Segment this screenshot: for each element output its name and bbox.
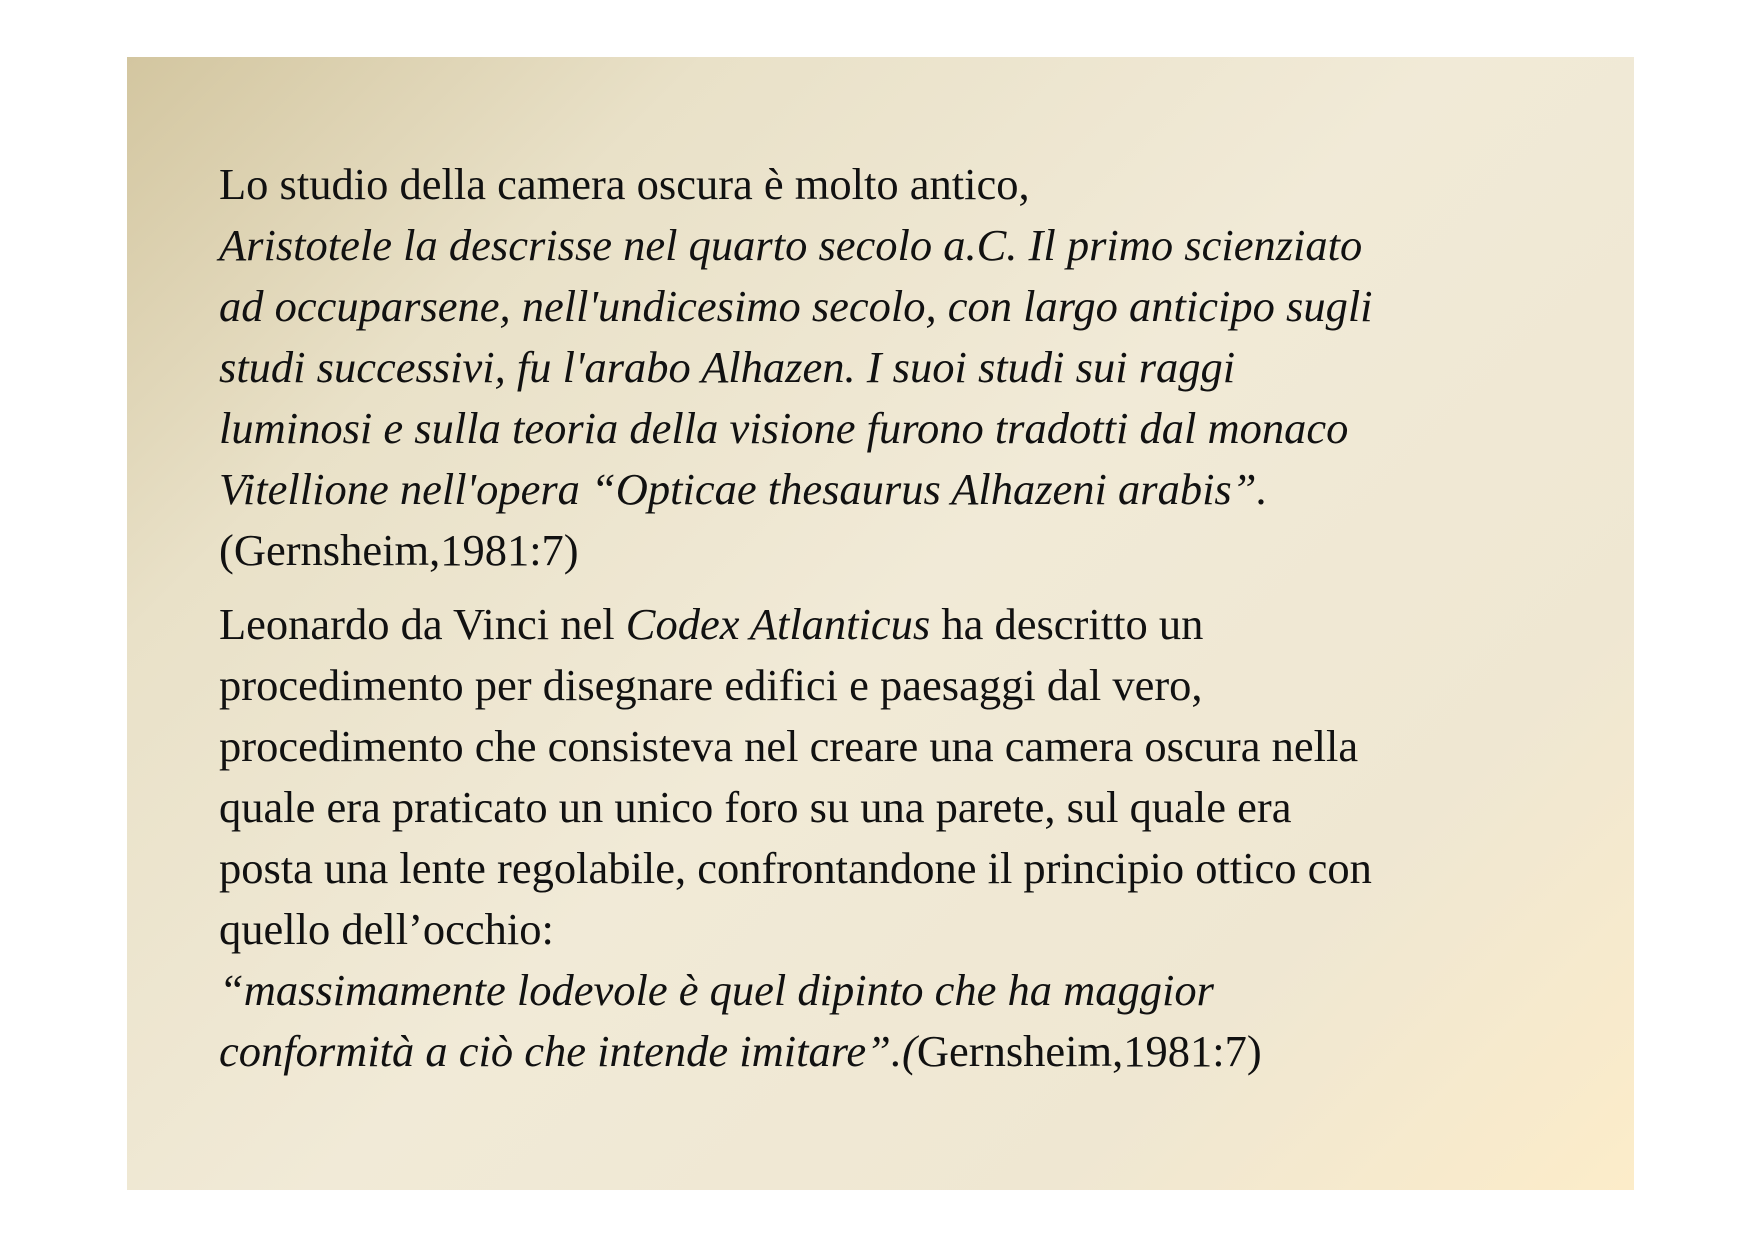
body-line: procedimento che consisteva nel creare una camera oscura nella: [219, 721, 1359, 771]
leonardo-first-line: [219, 594, 1549, 655]
paragraph-alhazen: [219, 154, 1549, 581]
slide: [127, 57, 1634, 1190]
citation: (Gernsheim,1981:7): [219, 525, 579, 575]
text-run: Leonardo da Vinci nel: [219, 599, 626, 649]
quote-line: Aristotele la descrisse nel quarto secolo a.C. Il primo scienziato: [219, 220, 1363, 270]
citation: Gernsheim,1981:7): [916, 1026, 1262, 1076]
codex-title: Codex Atlanticus: [625, 599, 931, 649]
quote-line: Vitellione nell'opera “Opticae thesaurus Alhazeni arabis”.: [219, 464, 1268, 514]
paragraph-leonardo: [219, 594, 1549, 1082]
quote-line: studi successivi, fu l'arabo Alhazen. I suoi studi sui raggi: [219, 342, 1236, 392]
text-run: ha descritto un: [930, 599, 1204, 649]
quote-line: luminosi e sulla teoria della visione furono tradotti dal monaco: [219, 403, 1349, 453]
leonardo-quote-text: conformità a ciò che intende imitare”.(: [219, 1026, 917, 1076]
leonardo-quote-final-line: [219, 1021, 1549, 1082]
body-line: quello dell’occhio:: [219, 904, 554, 954]
quote-line: ad occuparsene, nell'undicesimo secolo, con largo anticipo sugli: [219, 281, 1373, 331]
body-line: procedimento per disegnare edifici e paesaggi dal vero,: [219, 660, 1203, 710]
leonardo-quote-line: “massimamente lodevole è quel dipinto che ha maggior: [219, 965, 1214, 1015]
body-line: posta una lente regolabile, confrontandone il principio ottico con: [219, 843, 1372, 893]
body-line: quale era praticato un unico foro su una parete, sul quale era: [219, 782, 1292, 832]
intro-line: Lo studio della camera oscura è molto antico,: [219, 159, 1030, 209]
